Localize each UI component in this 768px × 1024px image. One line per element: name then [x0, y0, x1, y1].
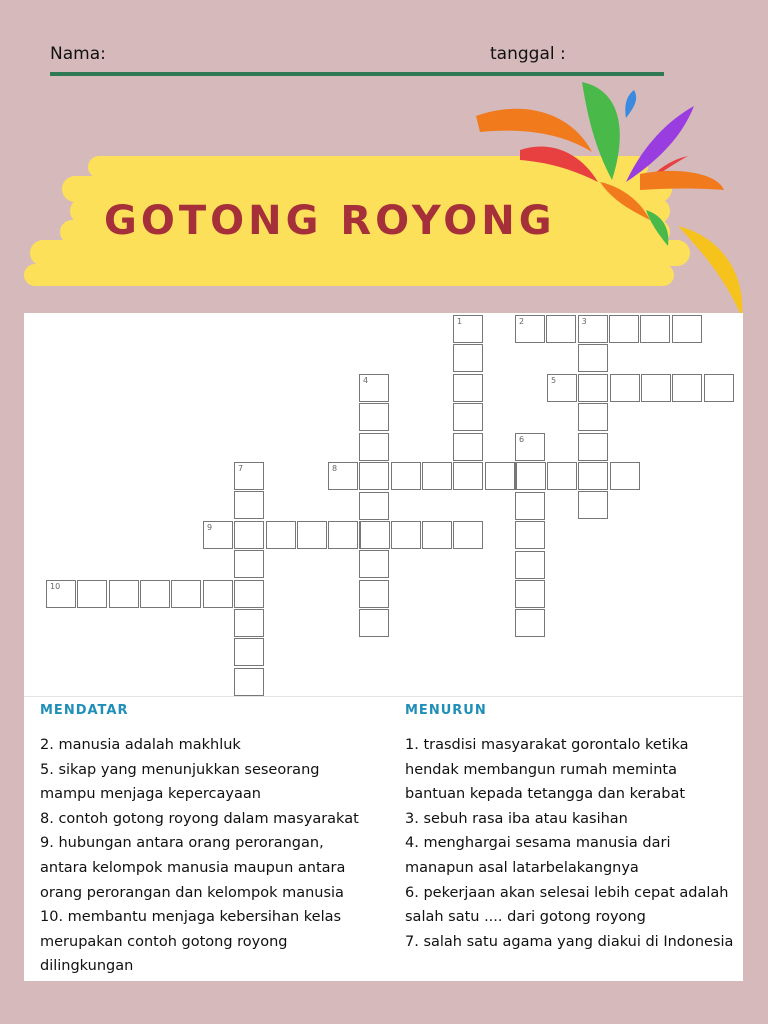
crossword-cell[interactable] — [77, 580, 107, 608]
crossword-cell[interactable] — [578, 491, 608, 519]
crossword-cell[interactable] — [203, 580, 233, 608]
crossword-cell[interactable] — [234, 609, 264, 637]
crossword-cell[interactable] — [547, 462, 577, 490]
crossword-cell[interactable] — [46, 580, 76, 608]
clue-line: 3. sebuh rasa iba atau kasihan — [405, 810, 628, 827]
clue-number: 8 — [332, 464, 338, 473]
clue-number: 9 — [207, 523, 213, 532]
crossword-cell[interactable] — [578, 403, 608, 431]
clue-number: 7 — [238, 464, 244, 473]
clue-line: 10. membantu menjaga kebersihan kelas — [40, 909, 342, 926]
crossword-cell[interactable] — [453, 344, 483, 372]
crossword-cell[interactable] — [328, 462, 358, 490]
crossword-cell[interactable] — [610, 374, 640, 402]
clue-number: 10 — [50, 582, 61, 591]
crossword-cell[interactable] — [578, 374, 608, 402]
crossword-cell[interactable] — [453, 315, 483, 343]
crossword-cell[interactable] — [234, 521, 264, 549]
crossword-cell[interactable] — [391, 521, 421, 549]
crossword-cell[interactable] — [297, 521, 327, 549]
crossword-cell[interactable] — [485, 462, 515, 490]
across-heading: MENDATAR — [40, 703, 129, 718]
clue-line: 4. menghargai sesama manusia dari — [405, 835, 671, 852]
date-label: tanggal : — [490, 44, 566, 64]
crossword-cell[interactable] — [234, 550, 264, 578]
crossword-cell[interactable] — [515, 521, 545, 549]
crossword-cell[interactable] — [109, 580, 139, 608]
crossword-cell[interactable] — [359, 403, 389, 431]
crossword-cell[interactable] — [704, 374, 734, 402]
crossword-cell[interactable] — [453, 462, 483, 490]
crossword-cell[interactable] — [422, 462, 452, 490]
crossword-cell[interactable] — [359, 433, 389, 461]
crossword-cell[interactable] — [391, 462, 421, 490]
crossword-cell[interactable] — [359, 609, 389, 637]
crossword-cell[interactable] — [234, 462, 264, 490]
crossword-cell[interactable] — [515, 492, 545, 520]
crossword-cell[interactable] — [328, 521, 358, 549]
crossword-cell[interactable] — [546, 315, 576, 343]
crossword-cell[interactable] — [359, 550, 389, 578]
crossword-cell[interactable] — [453, 374, 483, 402]
crossword-cell[interactable] — [578, 315, 608, 343]
crossword-cell[interactable] — [234, 580, 264, 608]
clue-line: mampu menjaga kepercayaan — [40, 786, 261, 803]
crossword-cell[interactable] — [359, 462, 389, 490]
clue-number: 6 — [519, 435, 525, 444]
crossword-cell[interactable] — [610, 462, 640, 490]
clue-line: orang perorangan dan kelompok manusia — [40, 884, 344, 901]
crossword-cell[interactable] — [672, 374, 702, 402]
clue-line: 8. contoh gotong royong dalam masyarakat — [40, 810, 359, 827]
crossword-panel — [24, 313, 743, 981]
crossword-cell[interactable] — [453, 433, 483, 461]
crossword-cell[interactable] — [672, 315, 702, 343]
crossword-cell[interactable] — [516, 462, 546, 490]
crossword-cell[interactable] — [578, 344, 608, 372]
clue-line: 2. manusia adalah makhluk — [40, 737, 241, 753]
crossword-cell[interactable] — [641, 374, 671, 402]
crossword-cell[interactable] — [234, 638, 264, 666]
name-label: Nama: — [50, 44, 106, 64]
clue-line: manapun asal latarbelakangnya — [405, 859, 639, 876]
clue-line: bantuan kepada tetangga dan kerabat — [405, 786, 686, 803]
crossword-cell[interactable] — [578, 462, 608, 490]
crossword-cell[interactable] — [515, 580, 545, 608]
page-title: GOTONG ROYONG — [104, 198, 556, 244]
crossword-cell[interactable] — [359, 580, 389, 608]
clue-line: hendak membangun rumah meminta — [405, 761, 677, 778]
clue-line: 5. sikap yang menunjukkan seseorang — [40, 761, 320, 778]
crossword-cell[interactable] — [578, 433, 608, 461]
crossword-cell[interactable] — [359, 492, 389, 520]
crossword-cell[interactable] — [515, 551, 545, 579]
crossword-cell[interactable] — [140, 580, 170, 608]
crossword-cell[interactable] — [266, 521, 296, 549]
crossword-cell[interactable] — [515, 433, 545, 461]
clue-number: 3 — [581, 317, 587, 326]
crossword-cell[interactable] — [422, 521, 452, 549]
clue-line: salah satu .... dari gotong royong — [405, 909, 646, 926]
crossword-cell[interactable] — [547, 374, 577, 402]
crossword-cell[interactable] — [171, 580, 201, 608]
crossword-cell[interactable] — [203, 521, 233, 549]
crossword-cell[interactable] — [359, 374, 389, 402]
crossword-cell[interactable] — [515, 315, 545, 343]
clue-line: dilingkungan — [40, 958, 134, 975]
crossword-cell[interactable] — [609, 315, 639, 343]
clue-line: antara kelompok manusia maupun antara — [40, 859, 346, 876]
crossword-cell[interactable] — [234, 668, 264, 696]
crossword-cell[interactable] — [453, 403, 483, 431]
divider — [24, 696, 743, 697]
clue-line: 9. hubungan antara orang perorangan, — [40, 835, 324, 852]
down-heading: MENURUN — [405, 703, 487, 718]
clue-line: 6. pekerjaan akan selesai lebih cepat adalah — [405, 884, 729, 901]
clue-line: merupakan contoh gotong royong — [40, 933, 288, 950]
clue-number: 4 — [363, 376, 369, 385]
clue-number: 2 — [519, 317, 525, 326]
clue-number: 5 — [551, 376, 557, 385]
crossword-cell[interactable] — [360, 521, 390, 549]
clue-number: 1 — [457, 317, 463, 326]
crossword-cell[interactable] — [453, 521, 483, 549]
clue-line: 1. trasdisi masyarakat gorontalo ketika — [405, 737, 689, 753]
clue-line: 7. salah satu agama yang diakui di Indonesia — [405, 933, 734, 950]
down-clues — [405, 733, 733, 954]
across-clues — [40, 733, 359, 979]
crossword-cell[interactable] — [515, 609, 545, 637]
crossword-cell[interactable] — [640, 315, 670, 343]
crossword-cell[interactable] — [234, 491, 264, 519]
